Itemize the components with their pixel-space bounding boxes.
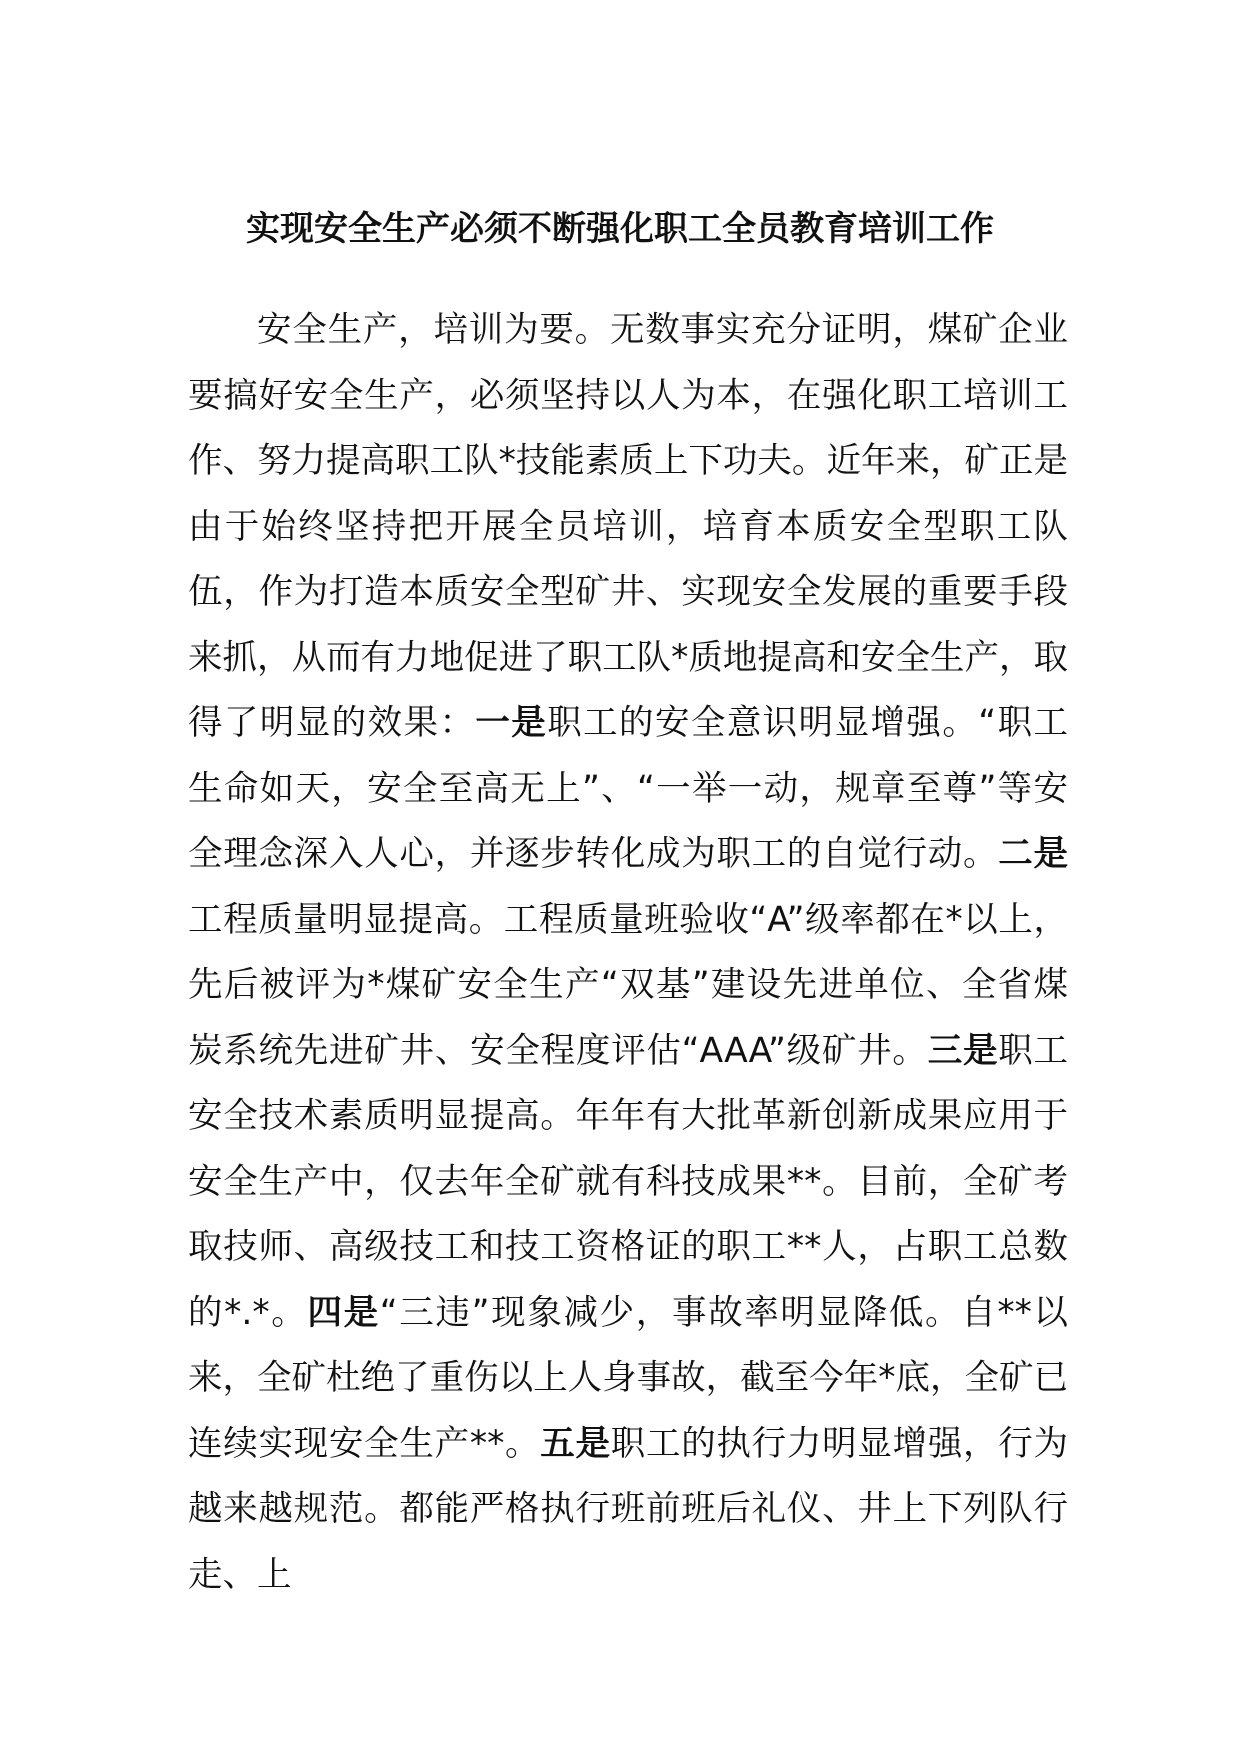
point-2-text: 工程质量明显提高。工程质量班验收“A”级率都在*以上，先后被评为*煤矿安全生产“双基”建设先进单位、全省煤炭系统先进矿井、安全程度评估“AAA”级矿井。: [188, 899, 1068, 1071]
point-4-label: 四是: [307, 1292, 380, 1333]
point-1-label: 一是: [475, 703, 548, 743]
document-title: 实现安全生产必须不断强化职工全员教育培训工作: [246, 209, 994, 249]
point-5-text: 职工的执行力明显增强，行为越来越规范。都能严格执行班前班后礼仪、井上下列队行走、上: [188, 1423, 1069, 1595]
point-4-text: “三违”现象减少，事故率明显降低。自**以来，全矿杜绝了重伤以上人身事故，截至今年*底，全矿已连续实现安全生产**。: [188, 1292, 1069, 1464]
point-1-text: 职工的安全意识明显增强。“职工生命如天，安全至高无上”、“一举一动，规章至尊”等安全理念深入人心，并逐步转化成为职工的自觉行动。: [188, 703, 1068, 874]
body-paragraph: [188, 298, 1068, 1608]
point-5-label: 五是: [540, 1423, 611, 1464]
paragraph-intro: 安全生产，培训为要。无数事实充分证明，煤矿企业要搞好安全生产，必须坚持以人为本，在强化职工培训工作、努力提高职工队*技能素质上下功夫。近年来，矿正是由于始终坚持把开展全员培训，培育本质安全型职工队伍，作为打造本质安全型矿井、实现安全发展的重要手段来抓，从而有力地促进了职工队*质地提高和安全生产，取得了明显的效果：: [188, 310, 1068, 743]
point-3-label: 三是: [927, 1030, 999, 1071]
point-2-label: 二是: [998, 834, 1069, 874]
point-3-text: 职工安全技术素质明显提高。年年有大批革新创新成果应用于安全生产中，仅去年全矿就有科技成果**。目前，全矿考取技师、高级技工和技工资格证的职工**人，占职工总数的*.*。: [188, 1030, 1068, 1333]
